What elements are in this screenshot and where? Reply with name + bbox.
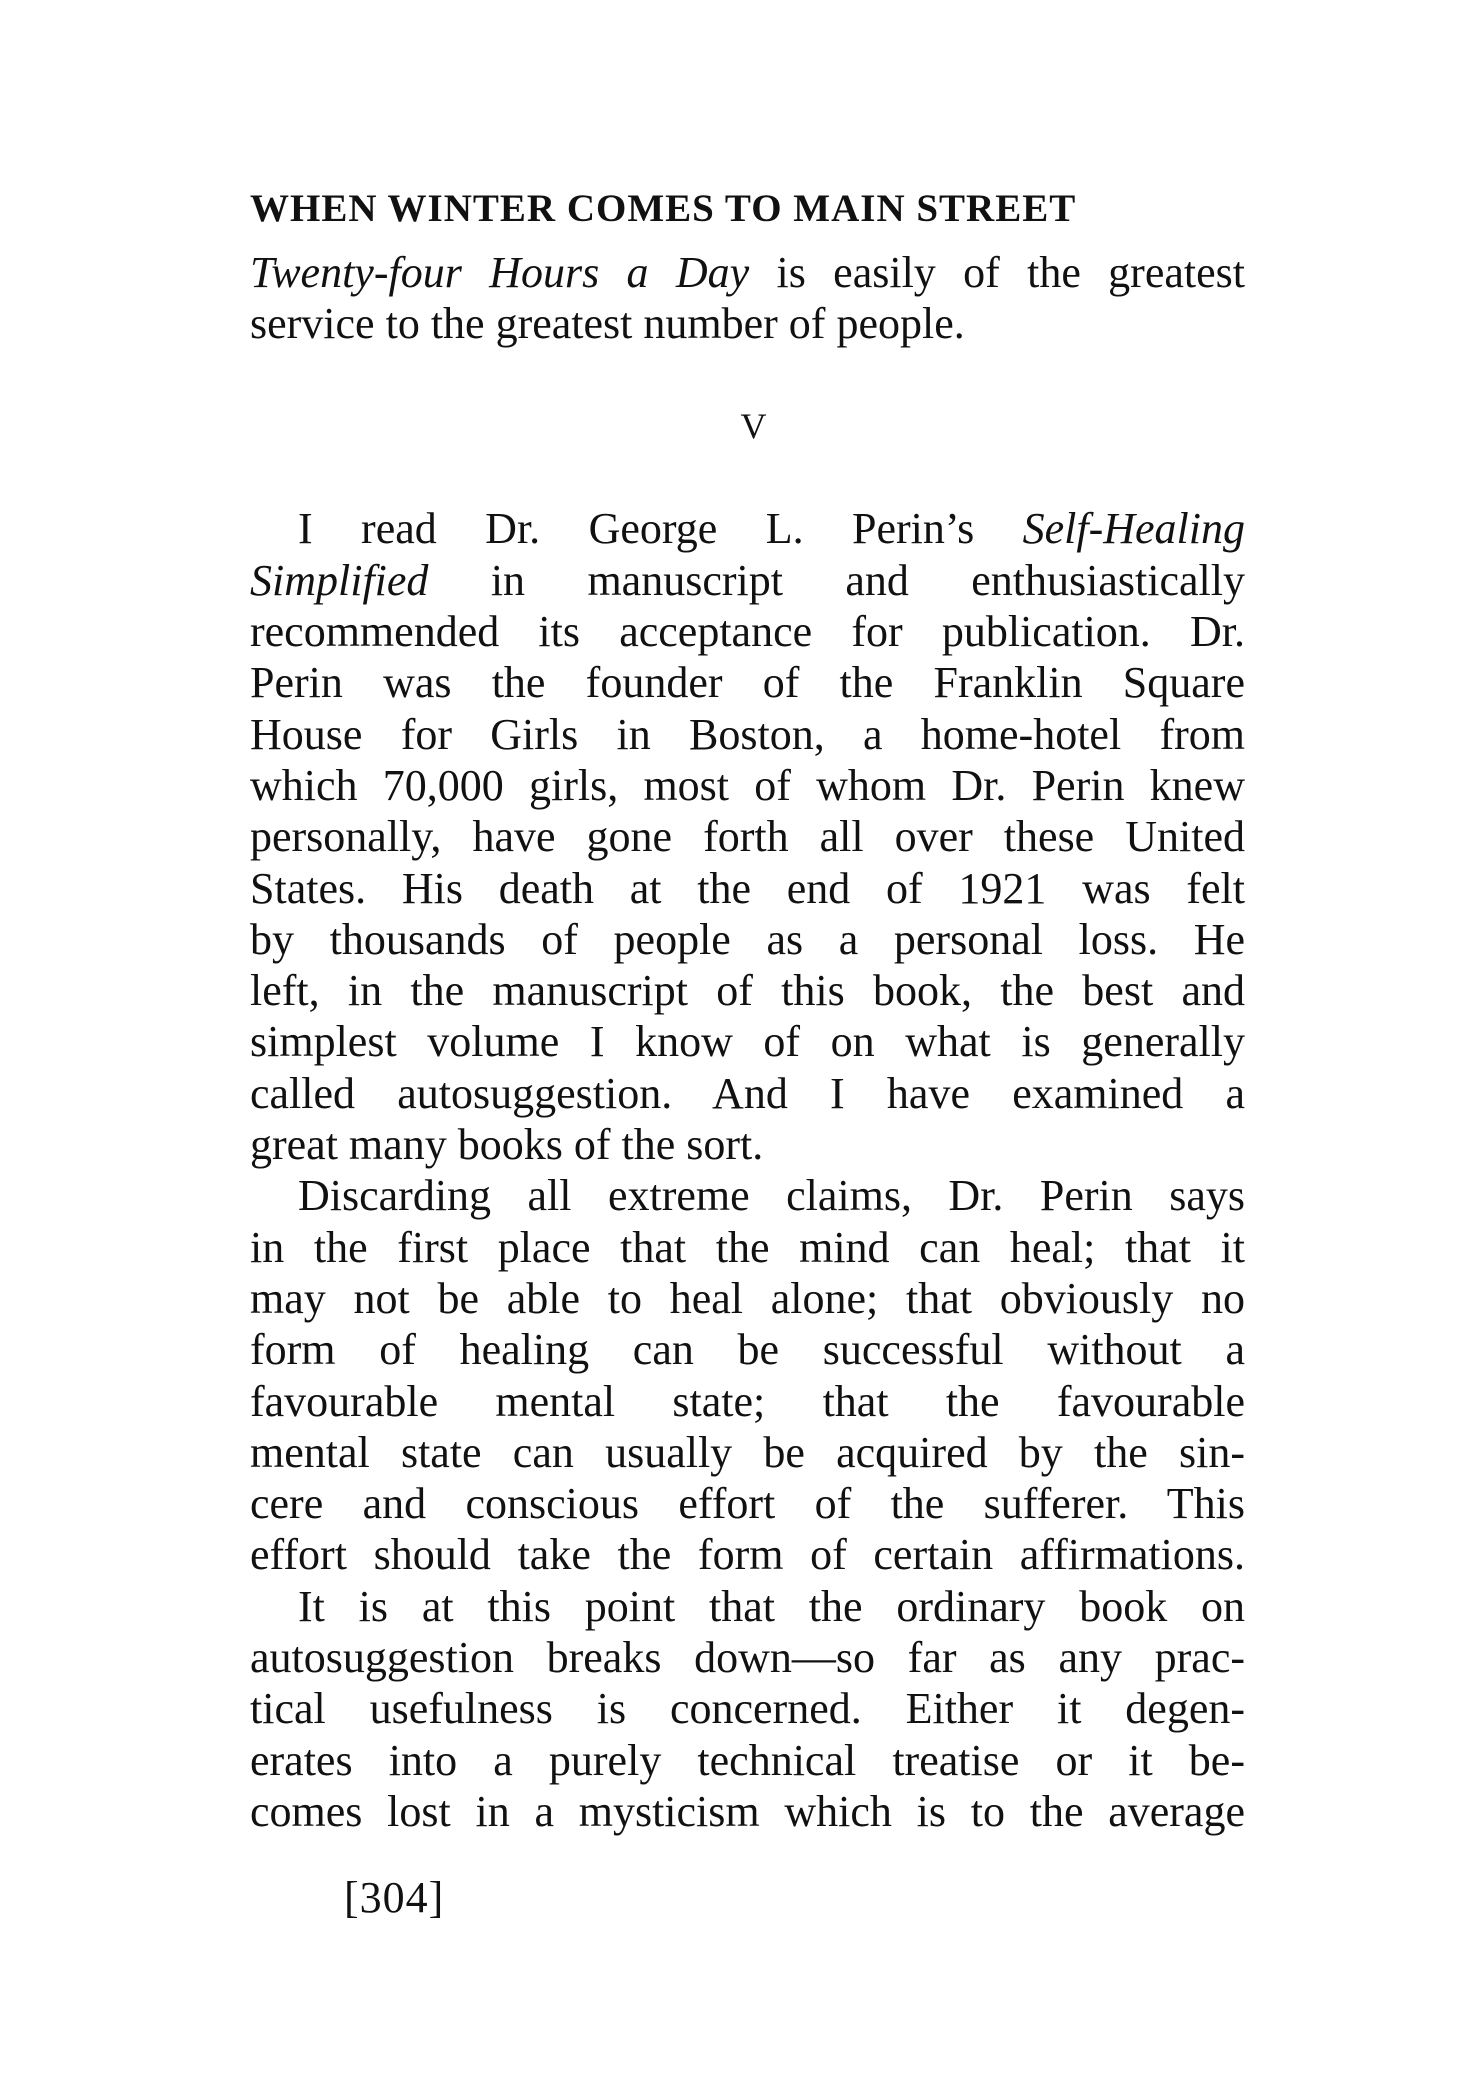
- body-text: [250, 247, 1245, 1837]
- book-title-twenty-four-hours: Twenty-four Hours a Day: [250, 248, 750, 297]
- paragraph-3-line: mental state can usually be acquired by the sin-: [250, 1427, 1245, 1477]
- paragraph-2-line: simplest volume I know of on what is generally: [250, 1017, 1245, 1067]
- book-title-simplified: Simplified: [250, 555, 429, 605]
- paragraph-4-line: comes lost in a mysticism which is to the average: [250, 1786, 1245, 1836]
- paragraph-2-line: by thousands of people as a personal loss. He: [250, 914, 1245, 964]
- paragraph-2-line-1: [250, 503, 1245, 554]
- paragraph-4-line: It is at this point that the ordinary book on: [298, 1581, 1245, 1631]
- paragraph-3-line: form of healing can be successful without a: [250, 1325, 1245, 1375]
- paragraph-4-line: tical usefulness is concerned. Either it degen-: [250, 1684, 1245, 1734]
- page-number: [304]: [344, 1873, 445, 1922]
- paragraph-2-line: recommended its acceptance for publication. Dr.: [250, 607, 1245, 657]
- paragraph-2-line-2-rest: in manuscript and enthusiastically: [428, 555, 1245, 605]
- paragraph-1-line-1: [250, 247, 1245, 298]
- book-title-self-healing: Self-Healing: [1022, 504, 1245, 554]
- spacer: [250, 350, 1245, 401]
- paragraph-2-last-line: great many books of the sort.: [250, 1120, 764, 1170]
- paragraph-3-line: may not be able to heal alone; that obviously no: [250, 1273, 1245, 1323]
- paragraph-3-line: Discarding all extreme claims, Dr. Perin says: [298, 1171, 1245, 1221]
- paragraph-2-line: House for Girls in Boston, a home-hotel from: [250, 709, 1245, 759]
- paragraph-2-line: called autosuggestion. And I have examined a: [250, 1068, 1245, 1118]
- section-number: V: [740, 405, 767, 446]
- paragraph-2-line-1-start: I read Dr. George L. Perin’s: [298, 504, 1023, 554]
- paragraph-2-line: personally, have gone forth all over these United: [250, 812, 1245, 862]
- paragraph-2-line: States. His death at the end of 1921 was felt: [250, 863, 1245, 913]
- paragraph-2-line-2: [250, 555, 1245, 606]
- running-head: WHEN WINTER COMES TO MAIN STREET: [250, 187, 1077, 230]
- spacer: [250, 452, 1245, 503]
- paragraph-2-line: which 70,000 girls, most of whom Dr. Perin knew: [250, 760, 1245, 810]
- paragraph-3-line: in the first place that the mind can heal; that it: [250, 1222, 1245, 1272]
- paragraph-3-last-line: effort should take the form of certain affirmations.: [250, 1530, 1245, 1580]
- paragraph-3-line: favourable mental state; that the favourable: [250, 1376, 1245, 1426]
- paragraph-4-line: erates into a purely technical treatise or it be-: [250, 1735, 1245, 1785]
- paragraph-1-line-1-rest: is easily of the greatest: [749, 248, 1245, 297]
- paragraph-4-line: autosuggestion breaks down—so far as any prac-: [250, 1633, 1245, 1683]
- paragraph-1-line-2: service to the greatest number of people.: [250, 299, 965, 349]
- paragraph-2-line: Perin was the founder of the Franklin Square: [250, 658, 1245, 708]
- paragraph-3-line: cere and conscious effort of the sufferer. This: [250, 1479, 1245, 1529]
- paragraph-2-line: left, in the manuscript of this book, the best and: [250, 966, 1245, 1016]
